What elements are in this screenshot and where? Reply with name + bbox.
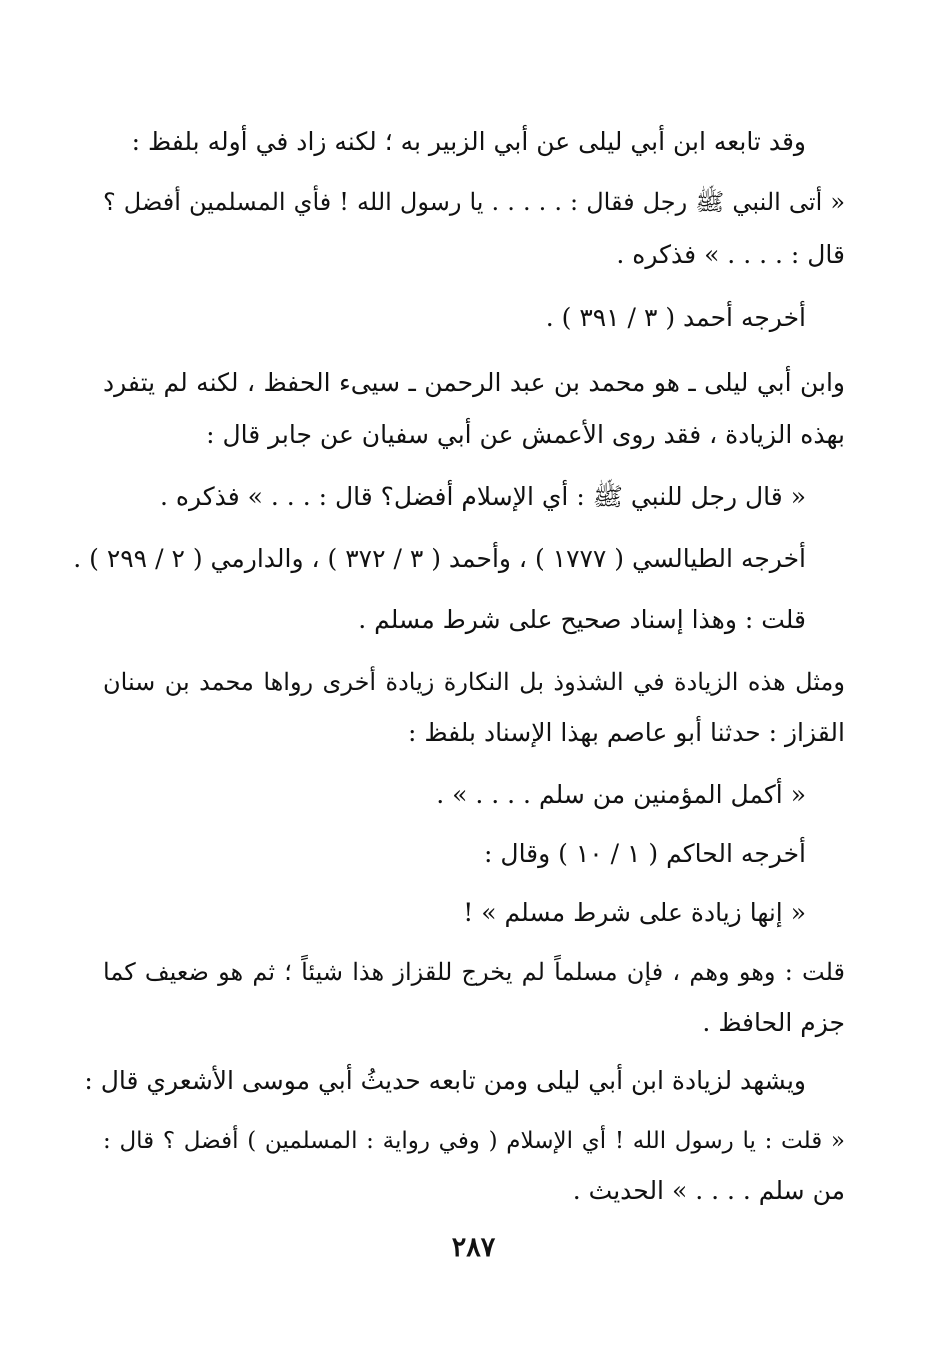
text-line: « قلت : يا رسول الله ! أي الإسلام ( وفي رواية : المسلمين ) أفضل ؟ قال : [103,1128,845,1154]
text-line: أخرجه الحاكم ( ١ / ١٠ ) وقال : [484,839,806,868]
text-line: بهذه الزيادة ، فقد روى الأعمش عن أبي سفيان عن جابر قال : [206,420,845,449]
text-line: من سلم . . . . » الحديث . [572,1176,845,1205]
text-line: وقد تابعه ابن أبي ليلى عن أبي الزبير به ؛ لكنه زاد في أوله بلفظ : [131,127,806,156]
text-line: قلت : وهذا إسناد صحيح على شرط مسلم . [358,605,806,634]
text-line: « أكمل المؤمنين من سلم . . . . » . [436,780,806,809]
text-line: قال : . . . . » فذكره . [616,240,845,269]
text-line: « أتى النبي ﷺ رجل فقال : . . . . . يا رسول الله ! فأي المسلمين أفضل ؟ [103,188,845,216]
text-line: جزم الحافظ . [702,1008,845,1037]
text-line: ومثل هذه الزيادة في الشذوذ بل النكارة زيادة أخرى رواها محمد بن سنان [103,668,845,696]
text-line: أخرجه الطيالسي ( ١٧٧٧ ) ، وأحمد ( ٣ / ٣٧٢ ) ، والدارمي ( ٢ / ٢٩٩ ) . [73,544,806,573]
text-line: « إنها زيادة على شرط مسلم » ! [463,898,806,927]
text-line: قلت : وهو وهم ، فإن مسلماً لم يخرج للقزاز هذا شيئاً ؛ ثم هو ضعيف كما [103,958,845,986]
text-line: القزاز : حدثنا أبو عاصم بهذا الإسناد بلفظ : [408,718,845,747]
text-line: أخرجه أحمد ( ٣ / ٣٩١ ) . [545,303,806,332]
text-line: وابن أبي ليلى ـ هو محمد بن عبد الرحمن ـ سيىء الحفظ ، لكنه لم يتفرد [103,368,845,397]
text-line: ويشهد لزيادة ابن أبي ليلى ومن تابعه حديثُ أبي موسى الأشعري قال : [84,1066,806,1095]
page-number: ٢٨٧ [451,1232,496,1263]
text-line: « قال رجل للنبي ﷺ : أي الإسلام أفضل؟ قال : . . . » فذكره . [159,482,806,511]
